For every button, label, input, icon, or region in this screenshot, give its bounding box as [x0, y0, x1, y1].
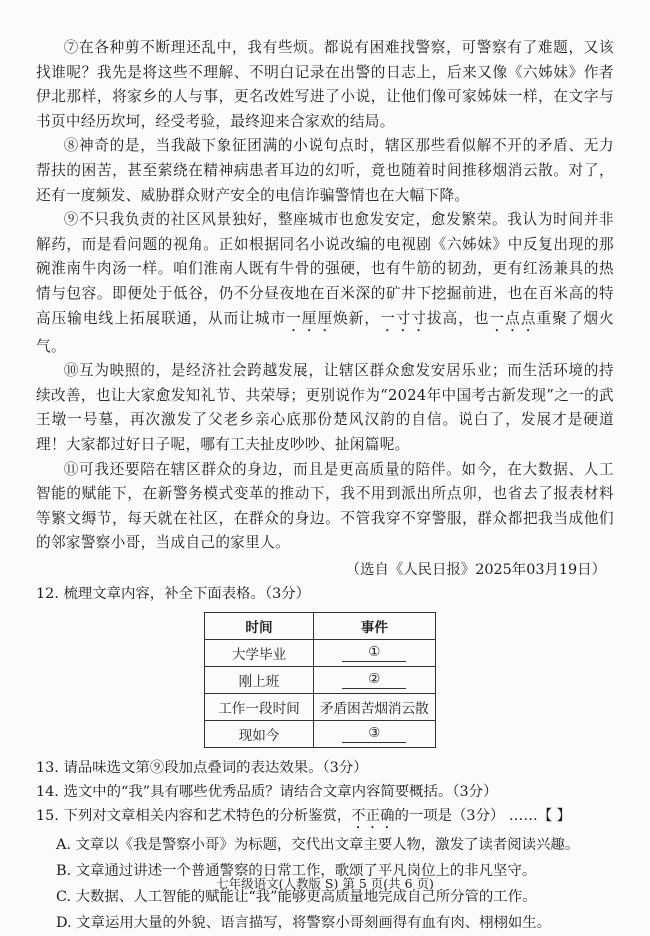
- paragraph-9-text-g: 重聚了烟火气。: [36, 309, 614, 355]
- dotted-word-1: 一厘厘: [286, 309, 334, 327]
- option-d[interactable]: D. 文章运用大量的外貌、语言描写，将警察小哥刻画得有血有肉、栩栩如生。: [56, 914, 552, 931]
- question-15: [36, 804, 614, 832]
- option-c[interactable]: C. 大数据、人工智能的赋能让“我”能够更高质量地完成自己所分管的工作。: [56, 888, 537, 905]
- dotted-word-3: 一点点: [489, 309, 537, 327]
- paragraph-8: ⑧神奇的是，当我敲下象征团满的小说句点时，辖区那些看似解不开的矛盾、无力帮扶的困苦，甚至萦绕在精神病患者耳边的幻听，竟也随着时间推移烟消云散。对了，还有一度频发、威胁群众财产安全的电信诈骗警情也在大幅下降。: [36, 137, 614, 204]
- table-cell-event: 矛盾困苦烟消云散: [314, 693, 436, 720]
- table-cell-time: 现如今: [205, 720, 314, 747]
- paragraph-7: ⑦在各种剪不断理还乱中，我有些烦。都说有困难找警察，可警察有了难题，又该找谁呢？我先是将这些不理解、不明白记录在出警的日志上，后来又像《六姊妹》作者伊北那样，将家乡的人与事，更名改姓写进了小说，让他们像可家姊妹一样，在文字与书页中经历坎坷，经受考验，最终迎来合家欢的结局。: [36, 39, 614, 130]
- question-15-stem: 15. 下列对文章相关内容和艺术特色的分析鉴赏，: [36, 807, 352, 824]
- table-cell-time: 工作一段时间: [205, 693, 314, 720]
- paragraph-9-text-e: 拔高，也: [426, 309, 490, 327]
- article-source: （选自《人民日报》2025年03月19日）: [345, 561, 606, 578]
- option-a[interactable]: A. 文章以《我是警察小哥》为标题，交代出文章主要人物，激发了读者阅读兴趣。: [56, 836, 580, 853]
- paragraph-9-text-a: ⑨不只我负责的社区风景独好，整座城市也愈发安定，愈发繁荣。我认为时间并非解药，而是看问题的视角。正如根据同名小说改编的电视剧《六姊妹》中反复出现的那碗淮南牛肉汤一样。咱们淮南人既有牛骨的强硬，也有牛筋的韧劲，更有红汤兼具的热情与包容。即便处于低谷，仍不分昼夜地在百米深的矿井下挖掘前进，也在百米高的特高压输电线上拓展联通，从而让城市: [36, 211, 614, 327]
- dotted-word-not-correct: 不正确: [351, 807, 395, 824]
- table-cell-time: 大学毕业: [205, 639, 314, 666]
- answer-blank-2[interactable]: ②: [342, 670, 406, 689]
- paragraph-9-text-c: 焕新，: [333, 309, 381, 327]
- table-row: [205, 720, 436, 747]
- table-row: [205, 639, 436, 666]
- page-footer: 七年级语文(人教版 S) 第 5 页(共 6 页): [216, 876, 434, 891]
- summary-table: [204, 612, 436, 748]
- table-header-time: 时间: [205, 612, 314, 639]
- table-cell-event: [314, 639, 436, 666]
- table-cell-event: [314, 666, 436, 693]
- table-cell-time: 刚上班: [205, 666, 314, 693]
- table-row: [205, 666, 436, 693]
- table-cell-event: [314, 720, 436, 747]
- option-b[interactable]: B. 文章通过讲述一个普通警察的日常工作，歌颂了平凡岗位上的非凡坚守。: [56, 862, 537, 879]
- dotted-word-2: 一寸寸: [380, 309, 427, 327]
- question-14: 14. 选文中的“我”具有哪些优秀品质？请结合文章内容简要概括。（3分）: [36, 783, 498, 800]
- table-header-row: [205, 612, 436, 639]
- table-header-event: 事件: [314, 612, 436, 639]
- paragraph-10: ⑩互为映照的，是经济社会跨越发展，让辖区群众愈发安居乐业；而生活环境的持续改善，也让大家愈发知礼节、共荣辱；更别说作为“2024年中国考古新发现”之一的武王墩一号墓，再次激发了父老乡亲心底那份楚风汉韵的自信。说白了，发展才是硬道理！大家都过好日子呢，哪有工夫扯皮吵吵、扯闲篇呢。: [36, 362, 614, 453]
- paragraph-9: [36, 208, 614, 359]
- answer-blank-1[interactable]: ①: [342, 643, 406, 662]
- question-12: 12. 梳理文章内容，补全下面表格。（3分）: [36, 585, 311, 602]
- question-15-tail: 的一项是（3分） ……【 】: [394, 807, 572, 824]
- answer-blank-3[interactable]: ③: [342, 724, 406, 743]
- table-row: [205, 693, 436, 720]
- paragraph-11: ⑪可我还要陪在辖区群众的身边，而且是更高质量的陪伴。如今，在大数据、人工智能的赋能下，在新警务模式变革的推动下，我不用到派出所点卯，也省去了报表材料等繁文缛节，每天就在社区，在群众的身边。不管我穿不穿警服，群众都把我当成他们的邻家警察小哥，当成自己的家里人。: [36, 460, 614, 552]
- question-13: 13. 请品味选文第⑨段加点叠词的表达效果。（3分）: [36, 759, 368, 776]
